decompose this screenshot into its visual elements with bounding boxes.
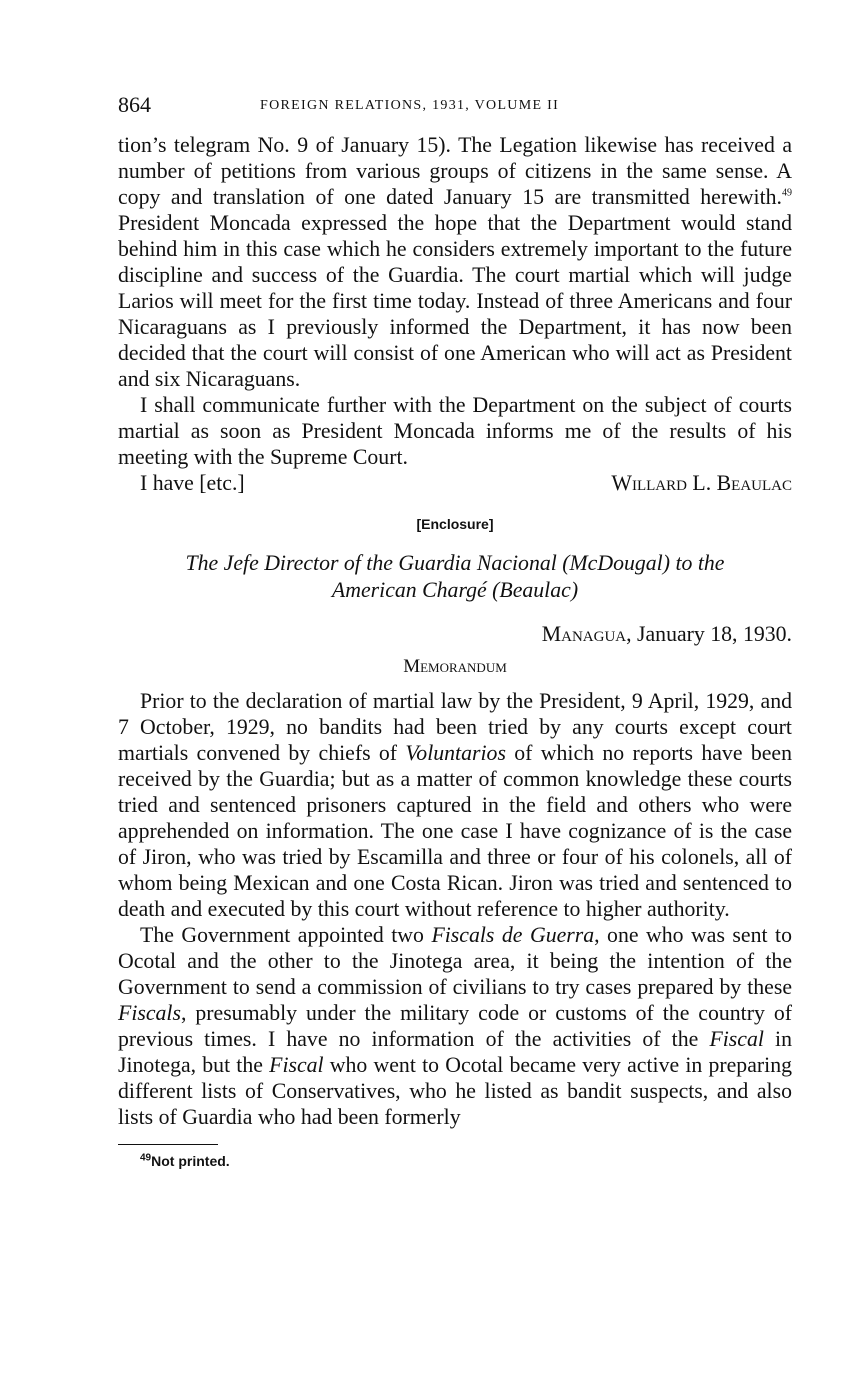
memo-p2-italic-3: Fiscal — [709, 1027, 764, 1051]
footnote-text: Not printed. — [151, 1153, 230, 1169]
memo-title: Memorandum — [403, 656, 507, 677]
dateline-place: Managua, — [541, 622, 632, 646]
page-header — [118, 92, 792, 122]
letter-paragraph-1 — [118, 132, 792, 392]
memo-p2-text-e: who went to Ocotal became very active in preparing different lists of Conservatives, who he listed as bandit suspects, and also lists of Guardia who had been formerly — [118, 1053, 792, 1129]
memo-p2-text-d: in Jinotega, but the — [118, 1027, 792, 1077]
page-number: 864 — [118, 92, 151, 117]
enclosure-addressing: The Jefe Director of the Guardia Nacional (McDougal) to the American Chargé (Beaulac) — [185, 551, 725, 602]
footnote — [118, 1153, 792, 1169]
memo-p1-text-a: Prior to the declaration of martial law by the President, 9 April, 1929, and 7 October, 1929, no bandits had been tried by any courts except court martials convened by chiefs of — [118, 689, 792, 765]
memo-p2-italic-1: Fiscals de Guerra — [431, 923, 595, 947]
closing-phrase: I have [etc.] — [140, 471, 245, 495]
running-head: FOREIGN RELATIONS, 1931, VOLUME II — [260, 98, 560, 113]
letter-closing — [118, 470, 792, 496]
memo-paragraph-1 — [118, 688, 792, 922]
memo-paragraph-2 — [118, 922, 792, 1130]
dateline-date: January 18, 1930. — [631, 622, 792, 646]
signature: Willard L. Beaulac — [611, 471, 792, 495]
footnote-ref: 49 — [782, 187, 792, 199]
memo-p1-text-b: of which no reports have been received by the Guardia; but as a matter of common knowledge these courts tried and sentenced prisoners captured in the field and others who were apprehended on information. The one case I have cognizance of is the case of Jiron, who was tried by Escamilla and three or four of his colonels, all of whom being Mexican and one Costa Rican. Jiron was tried and sentenced to death and executed by this court without reference to higher authority. — [118, 741, 792, 921]
memo-p2-text-b: , one who was sent to Ocotal and the other to the Jinotega area, it being the intention of the Government to send a commission of civilians to try cases prepared by these — [118, 923, 792, 999]
memo-p2-text-c: , presumably under the military code or customs of the country of previous times. I have no information of the activities of the — [118, 1001, 792, 1051]
footnote-divider — [118, 1144, 218, 1145]
memo-p2-italic-2: Fiscals — [118, 1001, 181, 1025]
enclosure-label: [Enclosure] — [416, 516, 494, 532]
letter-p1-text-b: President Moncada expressed the hope that the Department would stand behind him in this case which he considers extremely important to the future discipline and success of the Guardia. The court martial which will judge Larios will meet for the first time today. Instead of three Americans and four Nicaraguans as I previously informed the Department, it has now been decided that the court will consist of one American who will act as President and six Nicaraguans. — [118, 211, 792, 391]
memo-p2-text-a: The Government appointed two — [140, 923, 432, 947]
footnote-number: 49 — [140, 1152, 152, 1164]
letter-paragraph-2: I shall communicate further with the Department on the subject of courts martial as soon as President Moncada informs me of the results of his meeting with the Supreme Court. — [118, 393, 792, 469]
memo-p1-italic: Voluntarios — [405, 741, 506, 765]
letter-p1-text-a: tion’s telegram No. 9 of January 15). The Legation likewise has received a number of petitions from various groups of citizens in the same sense. A copy and translation of one dated January 15 are transmitted herewith. — [118, 133, 792, 209]
dateline — [118, 622, 792, 650]
memo-p2-italic-4: Fiscal — [269, 1053, 324, 1077]
document-page — [118, 92, 792, 1169]
